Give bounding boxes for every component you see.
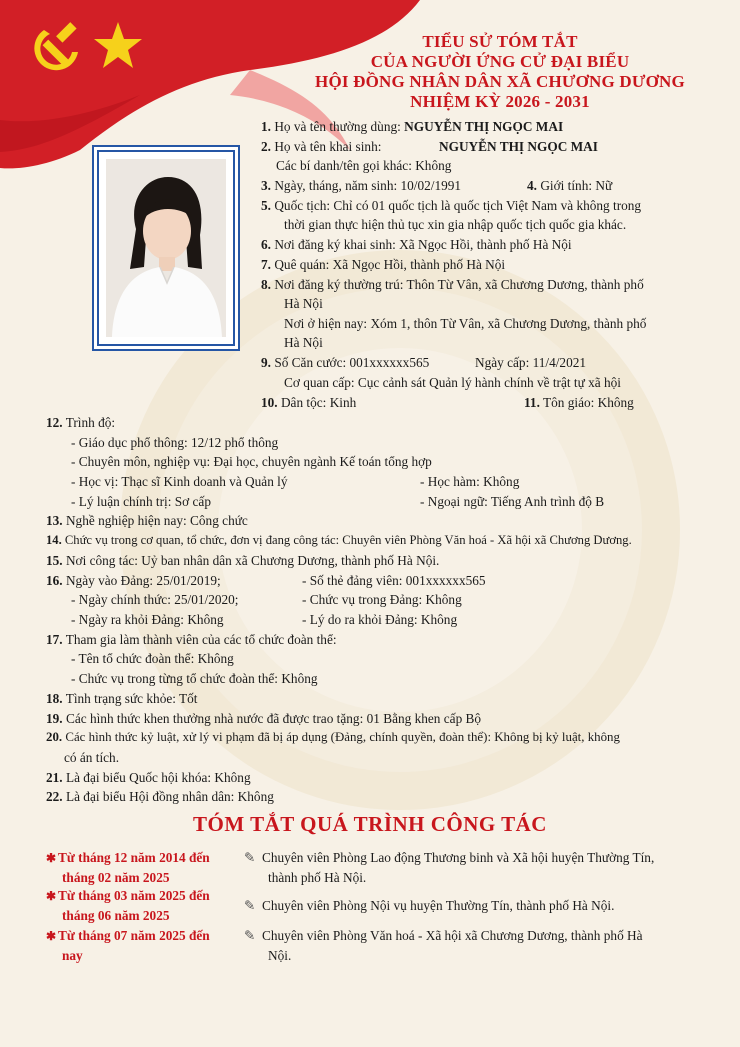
bio-aliases: Các bí danh/tên gọi khác: Không [276,158,452,173]
bio-line-17: 17. Tham gia làm thành viên của các tổ chức đoàn thể: [46,632,337,647]
bio-line-21: 21. Là đại biểu Quốc hội khóa: Không [46,770,251,785]
bio-line-5b: thời gian thực hiện thủ tục xin gia nhập quốc tịch quốc gia khác. [284,217,627,232]
bio-line-9-date: Ngày cấp: 11/4/2021 [475,355,587,370]
bio-line-13: 13. Nghề nghiệp hiện nay: Công chức [46,513,248,528]
bio-line-12c2: - Học hàm: Không [420,474,520,489]
asterisk-bullet-icon: ✱ [46,929,57,943]
bio-line-16b: - Ngày chính thức: 25/01/2020; [71,592,239,607]
bio-line-16: 16. Ngày vào Đảng: 25/01/2019; [46,573,221,588]
bio-line-16c: - Ngày ra khỏi Đảng: Không [71,612,224,627]
title-line: NHIỆM KỲ 2026 - 2031 [410,92,590,111]
bio-line-6: 6. Nơi đăng ký khai sinh: Xã Ngọc Hồi, thành phố Hà Nội [261,237,572,252]
title-line: CỦA NGƯỜI ỨNG CỬ ĐẠI BIỂU [370,52,630,71]
bio-line-14: 14. Chức vụ trong cơ quan, tổ chức, đơn vị đang công tác: Chuyên viên Phòng Văn hoá - Xã hội xã Chương Dương. [46,533,632,547]
bio-line-1: 1. Họ và tên thường dùng: NGUYỄN THỊ NGỌC MAI [261,119,564,134]
work-duty-3: ✎ Chuyên viên Phòng Văn hoá - Xã hội xã Chương Dương, thành phố Hà Nội. [244,928,643,963]
document-title [270,32,730,112]
bio-line-8: 8. Nơi đăng ký thường trú: Thôn Từ Vân, xã Chương Dương, thành phố [261,277,644,292]
pen-bullet-icon: ✎ [244,850,256,865]
bio-line-8d: Hà Nội [284,335,323,350]
bio-line-12d2: - Ngoại ngữ: Tiếng Anh trình độ B [420,494,605,509]
bio-line-16-2: - Số thẻ đảng viên: 001xxxxxx565 [302,573,486,588]
star-icon [92,20,144,72]
bio-line-17b: - Chức vụ trong từng tổ chức đoàn thể: Không [71,671,318,686]
pen-bullet-icon: ✎ [244,928,256,943]
bio-line-9b: Cơ quan cấp: Cục cảnh sát Quản lý hành chính về trật tự xã hội [284,375,621,390]
hammer-sickle-icon [30,22,86,78]
work-duty-1: ✎ Chuyên viên Phòng Lao động Thương binh và Xã hội huyện Thường Tín, thành phố Hà Nội. [244,850,655,885]
bio-line-5: 5. Quốc tịch: Chỉ có 01 quốc tịch là quốc tịch Việt Nam và không trong [261,198,642,213]
work-period-1: ✱ Từ tháng 12 năm 2014 đến tháng 02 năm 2025 [46,850,210,885]
work-history-title: TÓM TẮT QUÁ TRÌNH CÔNG TÁC [193,812,547,836]
bio-line-12a: - Giáo dục phổ thông: 12/12 phổ thông [71,435,279,450]
title-line: TIỂU SỬ TÓM TẮT [422,32,578,51]
bio-line-8b: Hà Nội [284,296,323,311]
pen-bullet-icon: ✎ [244,898,256,913]
asterisk-bullet-icon: ✱ [46,851,57,865]
bio-line-7: 7. Quê quán: Xã Ngọc Hồi, thành phố Hà Nội [261,257,506,272]
bio-line-12: 12. Trình độ: [46,415,116,430]
bio-line-12d: - Lý luận chính trị: Sơ cấp [71,494,211,509]
bio-line-16c2: - Lý do ra khỏi Đảng: Không [302,612,458,627]
bio-line-17a: - Tên tổ chức đoàn thể: Không [71,651,234,666]
work-period-2: ✱ Từ tháng 03 năm 2025 đến tháng 06 năm 2025 [46,888,210,923]
bio-line-22: 22. Là đại biểu Hội đồng nhân dân: Không [46,789,274,804]
bio-line-18: 18. Tình trạng sức khỏe: Tốt [46,691,198,706]
bio-line-9: 9. Số Căn cước: 001xxxxxx565 [261,355,430,370]
bio-line-20b: có án tích. [64,750,120,765]
bio-line-15: 15. Nơi công tác: Uỷ ban nhân dân xã Chương Dương, thành phố Hà Nội. [46,553,440,568]
asterisk-bullet-icon: ✱ [46,889,57,903]
work-duty-2: ✎ Chuyên viên Phòng Nội vụ huyện Thường Tín, thành phố Hà Nội. [244,896,714,916]
bio-line-16b2: - Chức vụ trong Đảng: Không [302,592,462,607]
bio-line-12b: - Chuyên môn, nghiệp vụ: Đại học, chuyên ngành Kế toán tổng hợp [71,454,432,469]
work-period-3: ✱ Từ tháng 07 năm 2025 đến nay [46,928,210,963]
bio-line-20: 20. Các hình thức kỷ luật, xử lý vi phạm đã bị áp dụng (Đảng, chính quyền, đoàn thể): Không bị kỷ luật, không [46,730,620,744]
bio-line-3: 3. Ngày, tháng, năm sinh: 10/02/1991 [261,178,462,193]
bio-line-2: 2. Họ và tên khai sinh: NGUYỄN THỊ NGỌC MAI [261,139,598,154]
bio-line-11: 11. Tôn giáo: Không [524,395,634,410]
bio-line-4: 4. Giới tính: Nữ [527,178,613,193]
title-line: HỘI ĐỒNG NHÂN DÂN XÃ CHƯƠNG DƯƠNG [315,72,685,91]
bio-line-10: 10. Dân tộc: Kinh [261,395,357,410]
bio-line-19: 19. Các hình thức khen thưởng nhà nước đã được trao tặng: 01 Bằng khen cấp Bộ [46,711,482,726]
candidate-photo [97,150,235,346]
bio-line-12c: - Học vị: Thạc sĩ Kinh doanh và Quản lý [71,474,288,489]
bio-line-8c: Nơi ở hiện nay: Xóm 1, thôn Từ Vân, xã Chương Dương, thành phố [284,316,647,331]
